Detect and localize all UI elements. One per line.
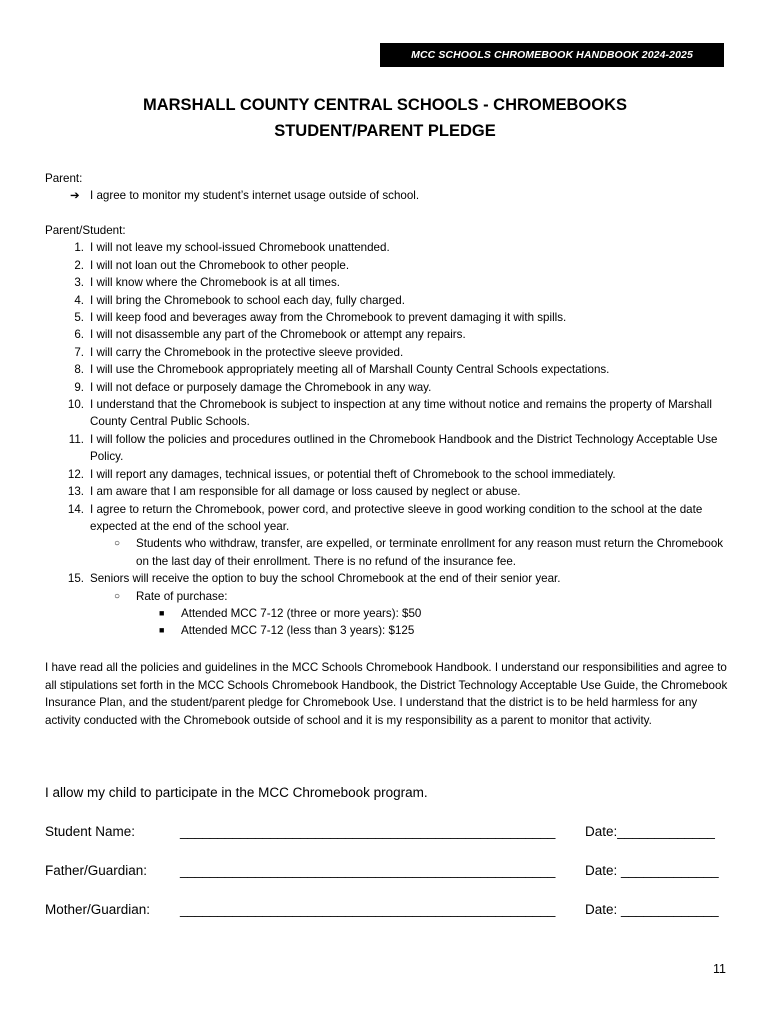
handbook-banner: MCC SCHOOLS CHROMEBOOK HANDBOOK 2024-2025 xyxy=(380,43,724,67)
pledge-item xyxy=(45,361,730,378)
pledge-item xyxy=(45,431,730,466)
mother-guardian-line[interactable]: __________________________________________________ xyxy=(180,902,556,917)
item-number: 2. xyxy=(74,258,84,272)
rate-heading-text: Rate of purchase: xyxy=(136,589,228,603)
mother-date-field[interactable]: Date: _____________ xyxy=(585,902,719,917)
pledge-item xyxy=(45,257,730,274)
withdrawal-note xyxy=(90,535,730,570)
item-number: 15. xyxy=(67,572,84,586)
item-number: 12. xyxy=(67,467,84,481)
pledge-item xyxy=(45,570,730,640)
circle-bullet-icon: ○ xyxy=(114,538,121,550)
pledge-item xyxy=(45,396,730,431)
pledge-list xyxy=(45,239,730,639)
mother-guardian-label: Mother/Guardian: xyxy=(45,902,151,917)
item-number: 11. xyxy=(68,432,84,446)
document-subtitle: STUDENT/PARENT PLEDGE xyxy=(274,122,496,140)
arrow-bullet-icon: ➔ xyxy=(70,189,80,203)
item-number: 10. xyxy=(67,398,84,412)
pledge-item xyxy=(45,309,730,326)
item-text: I will not disassemble any part of the Chromebook or attempt any repairs. xyxy=(90,328,466,342)
item-number: 8. xyxy=(74,363,84,377)
item-number: 1. xyxy=(74,241,84,255)
parent-item xyxy=(45,187,735,204)
item-text: I will know where the Chromebook is at all times. xyxy=(90,276,341,290)
student-name-label: Student Name: xyxy=(45,824,136,839)
purchase-sublist xyxy=(90,588,730,640)
item-text: I understand that the Chromebook is subject to inspection at any time without notice and remains the property of Marshall County Central Public Schools. xyxy=(90,398,712,429)
item-text: I am aware that I am responsible for all damage or loss caused by neglect or abuse. xyxy=(90,485,521,499)
pledge-item xyxy=(45,292,730,309)
item-text: I will report any damages, technical issues, or potential theft of Chromebook to the school immediately. xyxy=(90,467,616,481)
rate-text: Attended MCC 7-12 (less than 3 years): $125 xyxy=(181,624,415,638)
item-number: 3. xyxy=(74,276,84,290)
item-number: 6. xyxy=(74,328,84,342)
participation-statement: I allow my child to participate in the MCC Chromebook program. xyxy=(45,785,428,800)
item-text: I agree to return the Chromebook, power cord, and protective sleeve in good working condition to the school at the date expected at the end of the school year. xyxy=(90,502,703,533)
pledge-item xyxy=(45,274,730,291)
pledge-item xyxy=(45,466,730,483)
parent-section xyxy=(45,170,735,205)
father-guardian-line[interactable]: __________________________________________________ xyxy=(180,863,556,878)
pledge-item xyxy=(45,326,730,343)
rate-item xyxy=(136,622,730,639)
rate-text: Attended MCC 7-12 (three or more years): $50 xyxy=(181,606,422,620)
parent-student-heading: Parent/Student: xyxy=(45,224,126,237)
item-number: 9. xyxy=(74,380,84,394)
father-guardian-label: Father/Guardian: xyxy=(45,863,148,878)
acknowledgement-paragraph: I have read all the policies and guidelines in the MCC Schools Chromebook Handbook. I understand our responsibilities and agree to all stipulations set forth in the MCC Schools Chromebook Handbook, the District Technology Acceptable Use Guide, the Chromebook Insurance Plan, and the student/parent pledge for Chromebook Use. I understand that the district is to be held harmless for any activity conducted with the Chromebook outside of school and it is my responsibility as a parent to monitor that activity. xyxy=(45,661,728,727)
pledge-item xyxy=(45,483,730,500)
circle-bullet-icon: ○ xyxy=(114,590,121,602)
student-date-field[interactable]: Date:_____________ xyxy=(585,824,715,839)
item-text: I will not deface or purposely damage the Chromebook in any way. xyxy=(90,380,432,394)
item-number: 4. xyxy=(74,293,84,307)
square-bullet-icon: ■ xyxy=(159,625,165,636)
item-text: I will keep food and beverages away from the Chromebook to prevent damaging it with spills. xyxy=(90,311,567,325)
pledge-item xyxy=(45,239,730,256)
rate-list xyxy=(136,605,730,640)
withdrawal-sublist xyxy=(90,535,730,570)
parent-item-text: I agree to monitor my student’s internet usage outside of school. xyxy=(90,189,420,203)
item-text: I will not leave my school-issued Chromebook unattended. xyxy=(90,241,390,255)
item-text: I will carry the Chromebook in the protective sleeve provided. xyxy=(90,345,404,359)
item-number: 14. xyxy=(67,502,84,516)
rate-item xyxy=(136,605,730,622)
item-number: 13. xyxy=(67,485,84,499)
item-text: I will bring the Chromebook to school each day, fully charged. xyxy=(90,293,405,307)
item-text: I will not loan out the Chromebook to other people. xyxy=(90,258,350,272)
pledge-item xyxy=(45,379,730,396)
square-bullet-icon: ■ xyxy=(159,607,165,618)
pledge-item xyxy=(45,501,730,571)
item-text: I will use the Chromebook appropriately meeting all of Marshall County Central Schools expectations. xyxy=(90,363,610,377)
parent-heading: Parent: xyxy=(45,172,83,185)
rate-heading-item xyxy=(90,588,730,640)
item-text: I will follow the policies and procedures outlined in the Chromebook Handbook and the District Technology Acceptable Use Policy. xyxy=(90,432,718,464)
parent-student-section xyxy=(45,222,730,640)
item-number: 5. xyxy=(74,311,84,325)
page-number: 11 xyxy=(713,962,726,976)
document-title: MARSHALL COUNTY CENTRAL SCHOOLS - CHROMEBOOKS xyxy=(142,96,627,114)
item-text: Seniors will receive the option to buy the school Chromebook at the end of their senior year. xyxy=(90,572,561,586)
father-date-field[interactable]: Date: _____________ xyxy=(585,863,719,878)
withdrawal-note-text: Students who withdraw, transfer, are expelled, or terminate enrollment for any reason must return the Chromebook on the last day of their enrollment. There is no refund of the insurance fee. xyxy=(136,537,724,568)
item-number: 7. xyxy=(74,345,84,359)
student-name-line[interactable]: __________________________________________________ xyxy=(180,824,556,839)
pledge-item xyxy=(45,344,730,361)
